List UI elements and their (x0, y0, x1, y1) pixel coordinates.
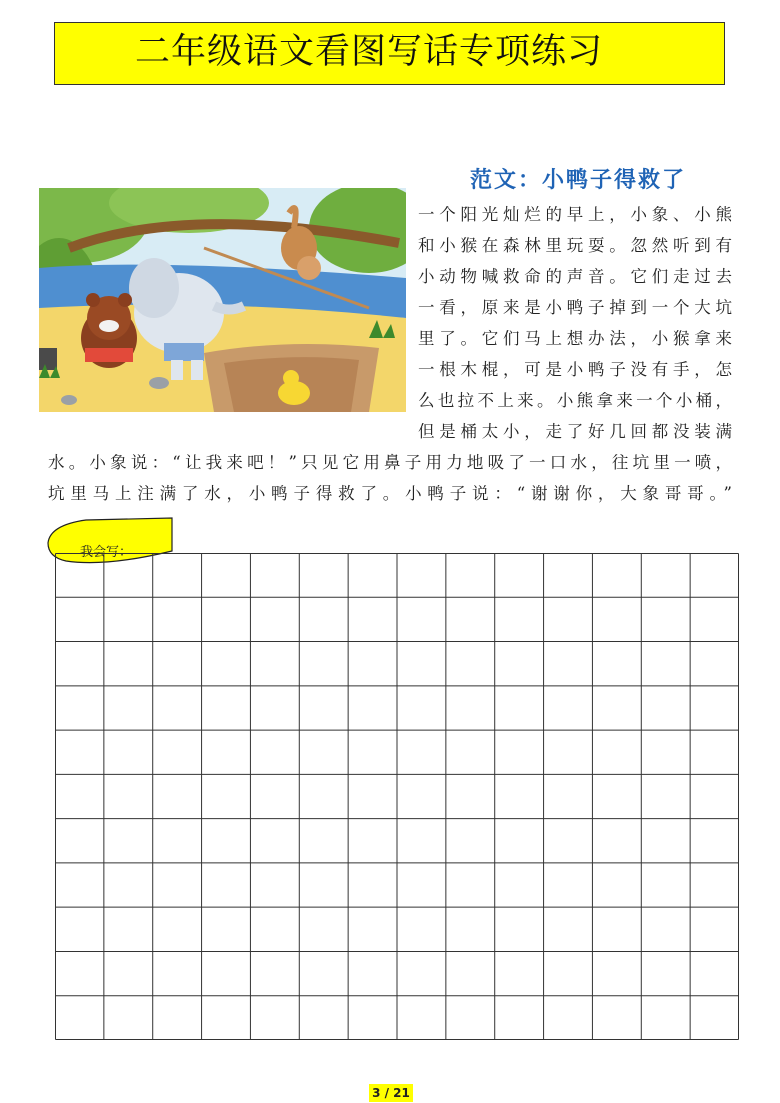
essay-line: 和小猴在森林里玩耍。忽然听到有 (418, 236, 732, 255)
essay-line: 一看，原来是小鸭子掉到一个大坑 (418, 298, 732, 317)
essay-line: 么也拉不上来。小熊拿来一个小桶， (418, 391, 732, 410)
essay-line: 坑里马上注满了水，小鸭子得救了。小鸭子说：“谢谢你，大象哥哥。” (48, 484, 732, 503)
sample-essay-title: 范文：小鸭子得救了 (470, 167, 687, 193)
essay-line: 一个阳光灿烂的早上，小象、小熊 (418, 205, 732, 224)
essay-line: 小动物喊救命的声音。它们走过去 (418, 267, 732, 286)
writing-grid[interactable] (55, 553, 739, 1040)
essay-line: 一根木棍，可是小鸭子没有手，怎 (418, 360, 732, 379)
essay-line: 但是桶太小，走了好几回都没装满 (418, 422, 732, 441)
title-banner (54, 22, 725, 85)
essay-line: 水。小象说：“让我来吧！”只见它用鼻子用力地吸了一口水，往坑里一喷， (48, 453, 732, 472)
page-title: 二年级语文看图写话专项练习 (135, 32, 604, 72)
story-illustration (39, 188, 406, 412)
writing-label: 我会写： (80, 545, 133, 560)
essay-line: 里了。它们马上想办法，小猴拿来 (418, 329, 732, 348)
page-number: 3 / 21 (369, 1084, 413, 1102)
